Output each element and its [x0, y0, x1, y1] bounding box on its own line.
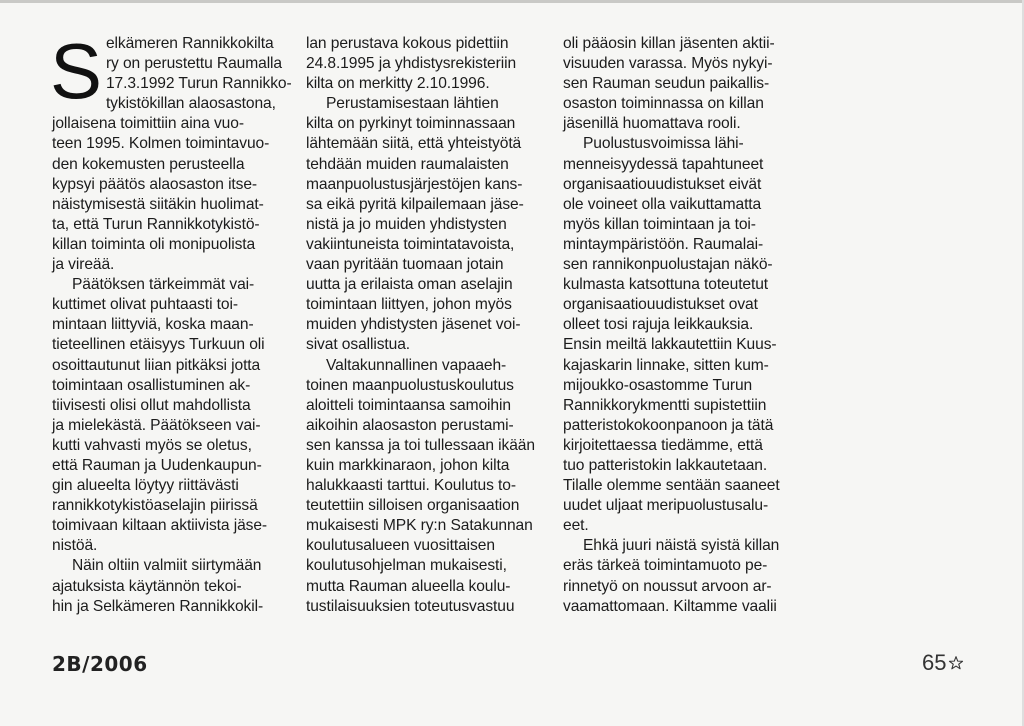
text-line: sen rannikonpuolustajan näkö-: [563, 256, 773, 274]
text-line: patteristokokoonpanoon ja tätä: [563, 416, 774, 434]
text-line: vaan pyritään tuomaan jotain: [306, 256, 504, 274]
text-line: toimintaan osallistuminen ak-: [52, 376, 251, 394]
paragraph-lines: [563, 536, 793, 616]
text-line: jollaisena toimittiin aina vuo-: [52, 115, 244, 133]
text-line: myös killan toimintaan ja toi-: [563, 215, 756, 233]
text-line: mintaympäristöön. Raumalai-: [563, 235, 764, 253]
text-line: mintaan liittyviä, koska maan-: [52, 316, 254, 334]
text-line: tuo patteristokin lakkautetaan.: [563, 456, 768, 474]
text-line: kilta on pyrkinyt toiminnassaan: [306, 115, 516, 133]
text-line: Tilalle olemme sentään saaneet: [563, 477, 780, 495]
text-line: koulutusohjelman mukaisesti,: [306, 557, 507, 575]
paragraph-1: [563, 34, 793, 134]
text-line: hin ja Selkämeren Rannikkokil-: [52, 597, 264, 615]
text-line: lan perustava kokous pidettiin: [306, 35, 509, 52]
text-line: sivat osallistua.: [306, 336, 411, 354]
text-line: ajatuksista käytännön tekoi-: [52, 577, 242, 595]
text-line: toimivaan kiltaan aktiivista jäse-: [52, 517, 268, 535]
text-line: den kokemusten perusteella: [52, 155, 245, 173]
text-line: aloitteli toimintaansa samoihin: [306, 396, 511, 414]
paragraph-1: [306, 34, 534, 94]
text-line: että Rauman ja Uudenkaupun-: [52, 456, 262, 474]
paragraph-3: [52, 556, 280, 616]
text-line: aikoihin alaosaston perustami-: [306, 416, 514, 434]
text-line: gin alueelta löytyy riittävästi: [52, 477, 239, 495]
text-line: Näin oltiin valmiit siirtymään: [72, 557, 262, 575]
top-rule: [0, 0, 1024, 3]
text-line: jäsenillä huomattava rooli.: [563, 115, 741, 133]
text-line: visuuden varassa. Myös nykyi-: [563, 55, 773, 73]
paragraph-lines: [52, 275, 280, 556]
text-line: teutettiin silloisen organisaation: [306, 497, 520, 515]
paragraph-lines: [563, 134, 793, 536]
paragraph-lines: [306, 94, 534, 355]
text-line: kuin markkinaraon, johon kilta: [306, 456, 510, 474]
text-line: lähtemään siitä, että yhteistyötä: [306, 135, 522, 153]
paragraph-3: [306, 356, 534, 617]
text-line: kuttimet olivat puhtaasti toi-: [52, 296, 238, 314]
text-line: mukaisesti MPK ry:n Satakunnan: [306, 517, 533, 535]
text-line: osaston toiminnassa on killan: [563, 95, 764, 113]
text-line: sen kanssa ja toi tullessaan ikään: [306, 436, 535, 454]
paragraph-2: [52, 275, 280, 556]
paragraph-3: [563, 536, 793, 616]
text-line: ry on perustettu Raumalla: [105, 55, 282, 73]
text-line: vaamattomaan. Kiltamme vaalii: [563, 597, 777, 615]
text-line: organisaatiouudistukset eivät: [563, 175, 762, 193]
text-line: Valtakunnallinen vapaaeh-: [326, 356, 507, 374]
text-line: uutta ja erilaista oman aselajin: [306, 276, 513, 294]
text-line: sa eikä pyritä kilpailemaan jäse-: [306, 195, 524, 213]
text-line: kajaskarin linnake, sitten kum-: [563, 356, 769, 374]
text-line: kutti vahvasti myös se oletus,: [52, 436, 252, 454]
text-line: kulmasta katsottuna toteutetut: [563, 276, 769, 294]
text-line: ja vireää.: [52, 256, 115, 274]
text-line: Puolustusvoimissa lähi-: [583, 135, 744, 153]
text-line: näistymisestä siitäkin huolimat-: [52, 195, 264, 213]
text-line: killan toiminta oli monipuolista: [52, 235, 256, 253]
text-line: mijoukko-osastomme Turun: [563, 376, 753, 394]
text-line: eet.: [563, 517, 589, 535]
text-line: rinnetyö on noussut arvoon ar-: [563, 577, 772, 595]
text-line: eräs tärkeä toimintamuoto pe-: [563, 557, 768, 575]
paragraph-lines: [306, 356, 534, 617]
text-line: ja mielekästä. Päätökseen vai-: [52, 416, 261, 434]
star-outline-icon: [948, 655, 964, 671]
text-line: osoittautunut liian pitkäksi jotta: [52, 356, 261, 374]
paragraph-2: [306, 94, 534, 355]
text-column-3: [563, 34, 793, 617]
text-line: mutta Rauman alueella koulu-: [306, 577, 511, 595]
text-line: tieteellinen etäisyys Turkuun oli: [52, 336, 265, 354]
text-line: Rannikkorykmentti supistettiin: [563, 396, 767, 414]
text-line: rannikkotykistöaselajin piirissä: [52, 497, 258, 515]
text-line: Ehkä juuri näistä syistä killan: [583, 537, 780, 555]
paragraph-2: [563, 134, 793, 536]
issue-label: 2B/2006: [52, 652, 148, 676]
text-line: tykistökillan alaosastona,: [105, 95, 276, 113]
text-line: toinen maanpuolustuskoulutus: [306, 376, 514, 394]
paragraph-lines: [563, 34, 793, 134]
text-line: 17.3.1992 Turun Rannikko-: [105, 75, 292, 93]
text-line: elkämeren Rannikkokilta: [105, 35, 274, 52]
text-line: maanpuolustusjärjestöjen kans-: [306, 175, 523, 193]
text-line: uudet uljaat meripuolustusalu-: [563, 497, 769, 515]
paragraph-lines: [52, 556, 280, 616]
text-line: muiden yhdistysten jäsenet voi-: [306, 316, 521, 334]
paragraph-lines: [306, 34, 534, 94]
text-line: menneisyydessä tapahtuneet: [563, 155, 764, 173]
text-line: halukkaasti tarttui. Koulutus to-: [306, 477, 516, 495]
text-line: kypsyi päätös alaosaston itse-: [52, 175, 258, 193]
text-line: 24.8.1995 ja yhdistysrekisteriin: [306, 55, 517, 73]
text-line: organisaatiouudistukset ovat: [563, 296, 758, 314]
text-line: ole voineet olla vaikuttamatta: [563, 195, 762, 213]
text-column-1: [50, 27, 292, 617]
text-line: teen 1995. Kolmen toimintavuo-: [52, 135, 270, 153]
dropcap-letter: S: [50, 27, 102, 115]
text-line: tehdään muiden raumalaisten: [306, 155, 509, 173]
text-line: sen Rauman seudun paikallis-: [563, 75, 770, 93]
text-line: oli pääosin killan jäsenten aktii-: [563, 35, 775, 52]
text-line: tustilaisuuksien toteutusvastuu: [306, 597, 515, 615]
paragraph-1: [50, 27, 292, 275]
text-column-2: [306, 34, 534, 617]
text-line: Ensin meiltä lakkautettiin Kuus-: [563, 336, 777, 354]
text-line: vakiintuneista toimintatavoista,: [306, 235, 515, 253]
text-line: nistä ja jo muiden yhdistysten: [306, 215, 507, 233]
text-line: koulutusalueen vuosittaisen: [306, 537, 495, 555]
text-line: toimintaan liittyen, johon myös: [306, 296, 512, 314]
text-line: kirjoitettaessa tiedämme, että: [563, 436, 763, 454]
page-number: 65: [922, 650, 947, 675]
text-line: kilta on merkitty 2.10.1996.: [306, 75, 490, 93]
text-line: ta, että Turun Rannikkotykistö-: [52, 215, 260, 233]
text-line: nistöä.: [52, 537, 98, 555]
text-line: Perustamisestaan lähtien: [326, 95, 499, 113]
page-number-block: [922, 650, 964, 676]
text-line: Päätöksen tärkeimmät vai-: [72, 276, 255, 294]
text-line: tiivisesti olisi ollut mahdollista: [52, 396, 251, 414]
text-line: olleet tosi rajuja leikkauksia.: [563, 316, 754, 334]
